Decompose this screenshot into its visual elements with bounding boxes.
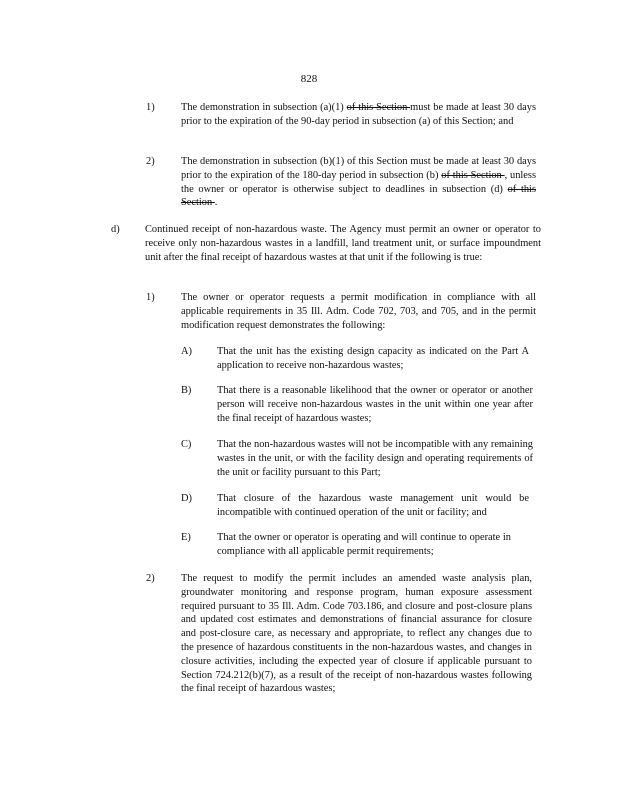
item-label: A) bbox=[181, 346, 192, 357]
struck-text: of this Section bbox=[181, 183, 536, 209]
item-text: The owner or operator requests a permit modification in compliance with all applicable requirements in 35 Ill. Adm. Code 702, 703, and 705, and in the permit modification request demonstrates the following: bbox=[181, 292, 536, 331]
item-text: That there is a reasonable likelihood that the owner or operator or another person will receive non-hazardous wastes in the unit within one year after the final receipt of hazardous wastes; bbox=[217, 385, 533, 424]
item-label: 1) bbox=[146, 292, 155, 303]
item-label: E) bbox=[181, 532, 191, 543]
item-text: The demonstration in subsection (b)(1) of this Section must be made at least 30 days prior to the expiration of the 180-day period in subsection (b) of this Section , unless the owner or operator is otherwise subject to deadlines in subsection (d) of this Section . bbox=[181, 156, 536, 209]
item-label: 2) bbox=[146, 156, 155, 167]
item-text: The request to modify the permit includes an amended waste analysis plan, groundwater monitoring and response program, human exposure assessment required pursuant to 35 Ill. Adm. Code 703.186, and closure and post-closure plans and updated cost estimates and demonstrations of financial assurance for closure and post-closure care, as necessary and appropriate, to reflect any changes due to the presence of hazardous constituents in the non-hazardous wastes, and changes in closure activities, including the expected year of closure if applicable pursuant to Section 724.212(b)(7), as a result of the receipt of non-hazardous wastes following the final receipt of hazardous wastes; bbox=[181, 573, 532, 695]
struck-text: of this Section bbox=[346, 102, 411, 113]
item-label: B) bbox=[181, 385, 192, 396]
item-text: That the unit has the existing design capacity as indicated on the Part A application to receive non-hazardous wastes; bbox=[217, 346, 529, 371]
item-label: d) bbox=[111, 224, 120, 235]
item-label: 2) bbox=[146, 573, 155, 584]
item-label: 1) bbox=[146, 102, 155, 113]
struck-text: of this Section bbox=[441, 169, 505, 181]
item-text: The demonstration in subsection (a)(1) of this Section must be made at least 30 days prior to the expiration of the 90-day period in subsection (a) of this Section; and bbox=[181, 102, 536, 127]
item-text: That the non-hazardous wastes will not be incompatible with any remaining wastes in the unit, or with the facility design and operating requirements of the unit or facility pursuant to this Part; bbox=[217, 439, 533, 478]
item-text: That the owner or operator is operating and will continue to operate in compliance with all applicable permit requirements; bbox=[217, 532, 511, 557]
page-number: 828 bbox=[300, 73, 318, 85]
item-label: D) bbox=[181, 493, 192, 504]
item-text: Continued receipt of non-hazardous waste. The Agency must permit an owner or operator to receive only non-hazardous wastes in a landfill, land treatment unit, or surface impoundment unit after the final receipt of hazardous wastes at that unit if the following is true: bbox=[145, 224, 541, 263]
item-text: That closure of the hazardous waste management unit would be incompatible with continued operation of the unit or facility; and bbox=[217, 493, 529, 518]
item-label: C) bbox=[181, 439, 192, 450]
